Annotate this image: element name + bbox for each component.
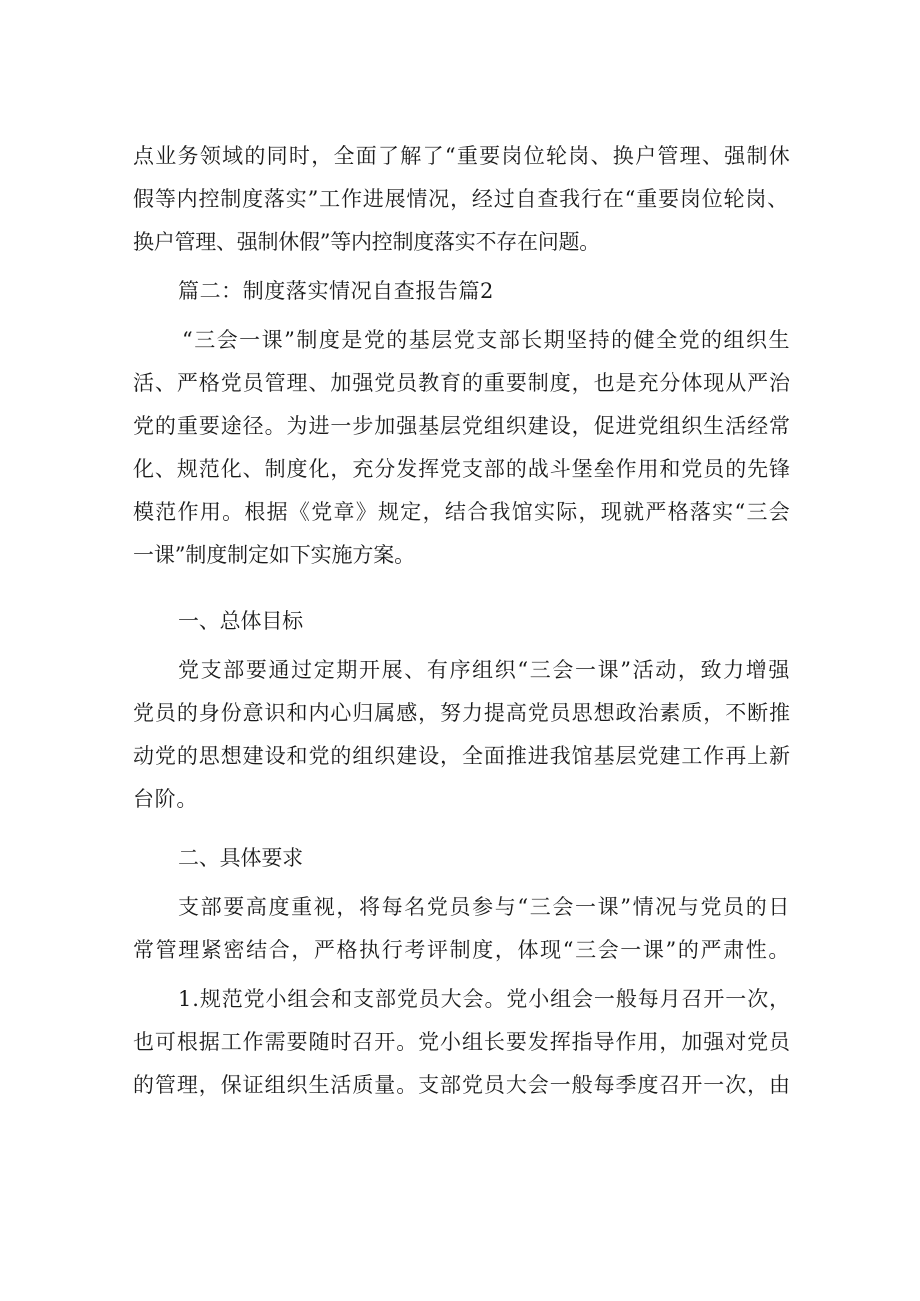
text-line-content: 党的重要途径。为进一步加强基层党组织建设，促进党组织生活经常 [133, 414, 791, 438]
text-line-content: 党员的身份意识和内心归属感，努力提高党员思想政治素质，不断推 [133, 701, 791, 725]
text-line-content: 活、严格党员管理、加强党员教育的重要制度，也是充分体现从严治 [133, 371, 791, 395]
text-line [0, 779, 920, 819]
text-line [0, 979, 920, 1019]
text-line-content: 1.规范党小组会和支部党员大会。党小组会一般每月召开一次， [178, 987, 791, 1011]
text-line-content: 也可根据工作需要随时召开。党小组长要发挥指导作用，加强对党员 [133, 1030, 791, 1054]
text-line-content: 支部要高度重视，将每名党员参与“三会一课”情况与党员的日 [178, 895, 791, 919]
text-line [0, 320, 920, 360]
text-line [0, 136, 920, 176]
text-line-content: 二、具体要求 [178, 846, 303, 870]
text-line-content: 动党的思想建设和党的组织建设，全面推进我馆基层党建工作再上新 [133, 744, 791, 768]
text-line-content: 换户管理、强制休假”等内控制度落实不存在问题。 [133, 230, 601, 254]
text-line [0, 693, 920, 733]
text-line-content: 篇二：制度落实情况自查报告篇2 [178, 279, 494, 303]
text-line-content: 假等内控制度落实”工作进展情况，经过自查我行在“重要岗位轮岗、 [133, 187, 789, 211]
text-line [0, 601, 920, 641]
text-line [0, 650, 920, 690]
text-line-content: 化、规范化、制度化，充分发挥党支部的战斗堡垒作用和党员的先锋 [133, 457, 791, 481]
text-line [0, 930, 920, 970]
text-line-content: 点业务领域的同时，全面了解了“重要岗位轮岗、换户管理、强制休 [133, 144, 792, 168]
text-line-content: 台阶。 [133, 787, 199, 811]
text-line [0, 838, 920, 878]
text-line [0, 271, 920, 311]
text-line [0, 1022, 920, 1062]
text-line [0, 179, 920, 219]
text-line-content: 常管理紧密结合，严格执行考评制度，体现“三会一课”的严肃性。 [133, 938, 791, 962]
text-line [0, 222, 920, 262]
text-line [0, 449, 920, 489]
text-line-content: 党支部要通过定期开展、有序组织“三会一课”活动，致力增强 [178, 658, 791, 682]
text-line [0, 736, 920, 776]
text-line-content: 一、总体目标 [178, 609, 303, 633]
text-line-content: “三会一课”制度是党的基层党支部长期坚持的健全党的组织生 [182, 328, 791, 352]
text-line [0, 406, 920, 446]
text-line-content: 的管理，保证组织生活质量。支部党员大会一般每季度召开一次，由 [133, 1073, 791, 1097]
text-line [0, 363, 920, 403]
text-line [0, 1065, 920, 1105]
text-line [0, 535, 920, 575]
text-line-content: 一课”制度制定如下实施方案。 [133, 543, 415, 567]
text-line [0, 887, 920, 927]
text-line [0, 492, 920, 532]
text-line-content: 模范作用。根据《党章》规定，结合我馆实际，现就严格落实“三会 [133, 500, 792, 524]
